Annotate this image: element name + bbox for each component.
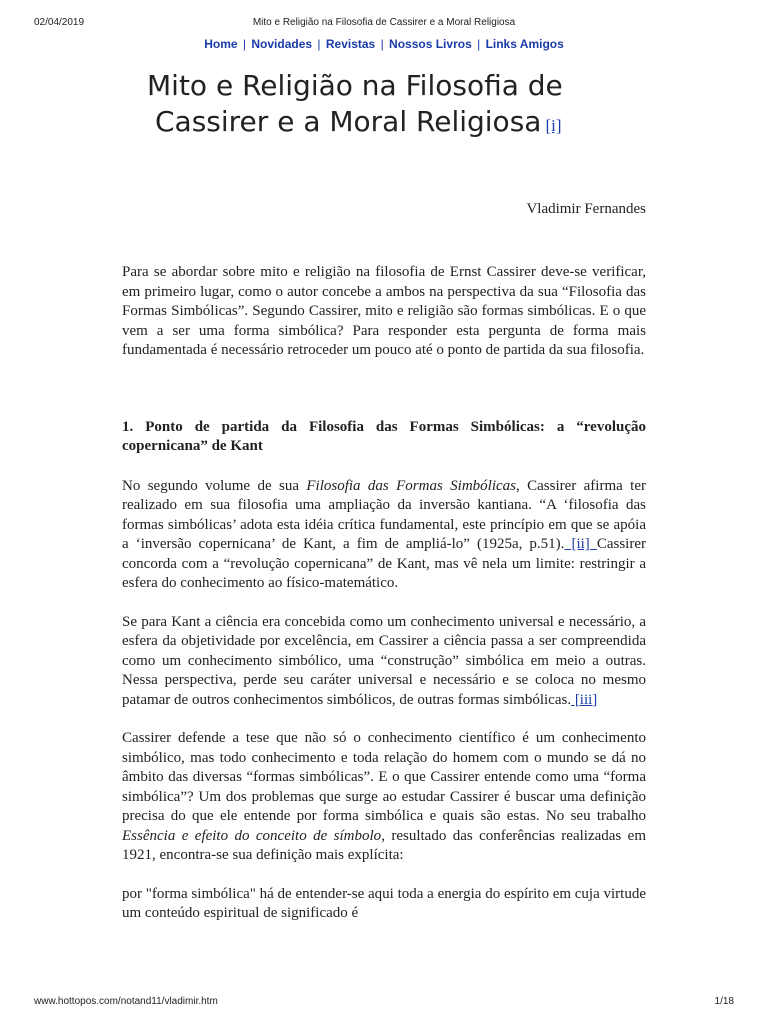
page-counter: 1/18 (714, 996, 734, 1007)
print-page-title: Mito e Religião na Filosofia de Cassirer e a Moral Religiosa (252, 17, 516, 28)
nav-separator: | (242, 37, 247, 51)
paragraph-1-text-c: Cassirer concorda com a “revolução copernicana” de Kant, mas vê nela um limite: restringir a esfera do conhecimento ao físico-matemático. (122, 536, 646, 591)
title-footnote-link[interactable]: [i] (545, 116, 562, 135)
nav-separator: | (317, 37, 321, 51)
article-title-line2-wrap (147, 104, 647, 144)
nav-separator: | (380, 37, 384, 51)
author-name: Vladimir Fernandes (526, 201, 646, 217)
footnote-ii-link[interactable]: [ii] (564, 536, 597, 552)
section-heading: 1. Ponto de partida da Filosofia das Formas Simbólicas: a “revolução copernicana” de Kant (122, 418, 646, 454)
paragraph-1-text-b: , Cassirer afirma ter realizado em sua filosofia uma ampliação da inversão kantiana. “A ‘filosofia das formas simbólicas’ adota esta idéia crítica fundamental, este princípio em que se apóia a ‘inversão copernicana’ de Kant, a fim de ampliá-lo” (1925a, p.51). (122, 477, 646, 552)
nav-revistas-link[interactable]: Revistas (325, 37, 376, 51)
paragraph-1-text-a: No segundo volume de sua (122, 477, 307, 494)
footer-url: www.hottopos.com/notand11/vladimir.htm (34, 996, 218, 1007)
paragraph-2-text: Se para Kant a ciência era concebida como um conhecimento universal e necessário, a esfera da objetividade por excelência, em Cassirer a ciência passa a ser compreendida como um conhecimento simbólico, uma “construção” simbólica em meio a outras. Nessa perspectiva, perde seu caráter universal e necessário e se coloca no mesmo patamar de outros conhecimentos simbólicos, de outras formas simbólicas. (122, 613, 646, 708)
article-title-line2: Cassirer e a Moral Religiosa (155, 105, 542, 138)
work-title-italic: Essência e efeito do conceito de símbolo (122, 827, 382, 844)
paragraph-3 (122, 729, 646, 866)
nav-livros-link[interactable]: Nossos Livros (389, 37, 472, 51)
top-nav (0, 37, 768, 51)
print-date: 02/04/2019 (34, 17, 85, 28)
block-quote: por "forma simbólica" há de entender-se aqui toda a energia do espírito em cuja virtude um conteúdo espiritual de significado é (122, 885, 646, 921)
nav-separator: | (477, 37, 481, 51)
paragraph-3-text-b: , resultado das conferências realizadas em 1921, encontra-se sua definição mais explícita: (122, 827, 646, 863)
article-body (122, 263, 646, 943)
paragraph-2 (122, 613, 646, 711)
article-title-line1: Mito e Religião na Filosofia de (147, 69, 563, 102)
intro-paragraph: Para se abordar sobre mito e religião na filosofia de Ernst Cassirer deve-se verificar, em primeiro lugar, como o autor concebe a ambos na perspectiva da sua “Filosofia das Formas Simbólicas”. Segundo Cassirer, mito e religião são formas simbólicas. E o que vem a ser uma forma simbólica? Para responder esta pergunta de forma mais fundamentada é necessário retroceder um pouco até o ponto de partida da sua filosofia. (122, 264, 646, 358)
nav-links-amigos-link[interactable]: Links Amigos (485, 37, 564, 51)
paragraph-3-text-a: Cassirer defende a tese que não só o conhecimento científico é um conhecimento simbólico, mas todo conhecimento e toda relação do homem com o mundo se dá no âmbito das diversas “formas simbólicas”. E o que Cassirer entende como uma “forma simbólica”? Um dos problemas que surge ao estudar Cassirer é buscar uma definição precisa do que ele entende por forma simbólica e quais são estas. No seu trabalho (122, 730, 646, 824)
article-title (147, 68, 647, 144)
nav-home-link[interactable]: Home (204, 37, 238, 51)
paragraph-1 (122, 477, 646, 594)
nav-novidades-link[interactable]: Novidades (251, 37, 313, 51)
footnote-iii-link[interactable]: [iii] (571, 691, 598, 708)
book-title-italic: Filosofia das Formas Simbólicas (306, 477, 516, 494)
